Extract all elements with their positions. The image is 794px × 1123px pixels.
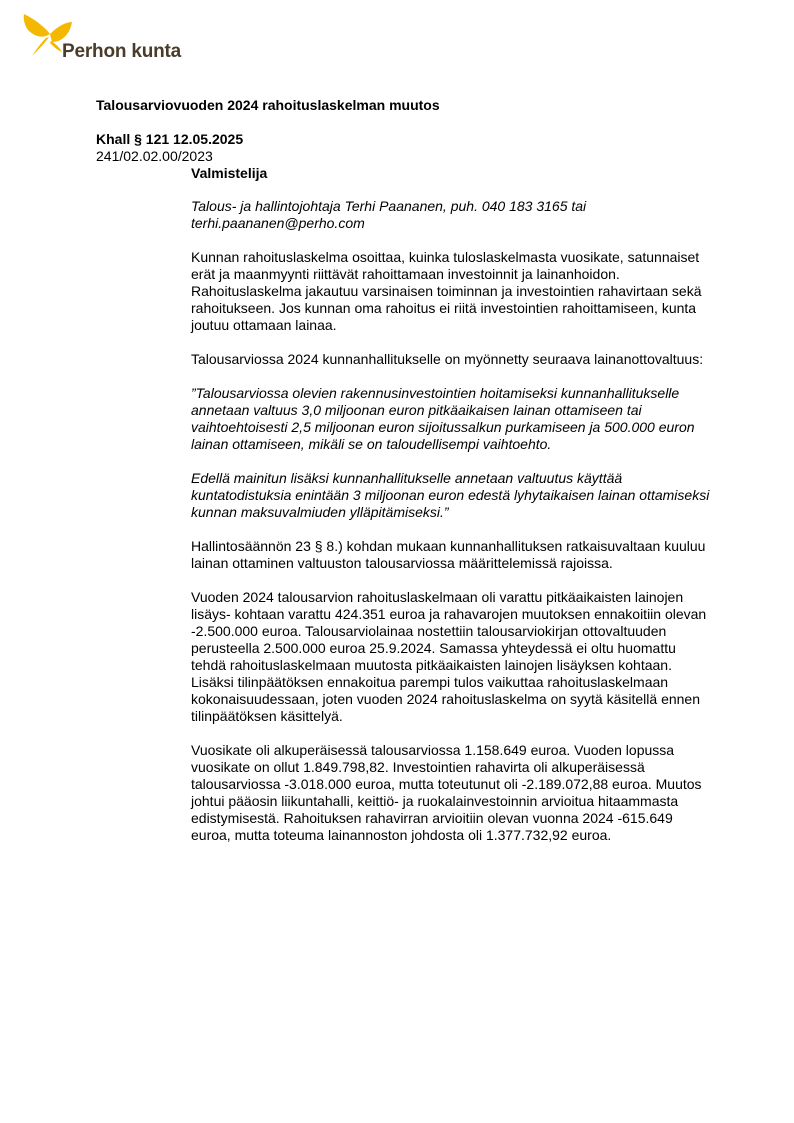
- quote-paragraph: Edellä mainitun lisäksi kunnanhallitukselle annetaan valtuutus käyttää kuntatodistuksia enintään 3 miljoonan euron edestä lyhytaikaisen lainan ottamiseksi kunnan maksuvalmiuden ylläpitämiseksi.”: [191, 470, 710, 520]
- quote-paragraph: ”Talousarviossa olevien rakennusinvestointien hoitamiseksi kunnanhallitukselle annetaan valtuus 3,0 miljoonan euron pitkäaikaisen lainan ottamiseen tai vaihtoehtoisesti 2,5 miljoonan euron sijoitussalkun purkamiseen ja 500.000 euron lainan ottamiseen, mikäli se on taloudellisempi vaihtoehto.: [191, 385, 695, 452]
- section-label: Valmistelija: [191, 165, 268, 181]
- body-paragraph: Hallintosäännön 23 § 8.) kohdan mukaan kunnanhallituksen ratkaisuvaltaan kuuluu lainan ottaminen valtuuston talousarviossa määrittelemissä rajoissa.: [191, 538, 706, 571]
- meeting-reference: Khall § 121 12.05.2025: [96, 131, 244, 147]
- document-title: Talousarviovuoden 2024 rahoituslaskelman muutos: [96, 97, 440, 113]
- preparer-contact: Talous- ja hallintojohtaja Terhi Paananen, puh. 040 183 3165 tai terhi.paananen@perho.com: [191, 198, 587, 231]
- document-body: [191, 165, 711, 861]
- body-paragraph: Talousarviossa 2024 kunnanhallitukselle on myönnetty seuraava lainanottovaltuus:: [191, 351, 704, 367]
- body-paragraph: Vuosikate oli alkuperäisessä talousarviossa 1.158.649 euroa. Vuoden lopussa vuosikate on ollut 1.849.798,82. Investointien rahavirta oli alkuperäisessä talousarviossa -3.018.000 euroa, mutta toteutunut oli -2.189.072,88 euroa. Muutos johtui pääosin liikuntahalli, keittiö- ja ruokalainvestoinnin arvioitua hitaammasta edistymisestä. Rahoituksen rahavirran arvioitiin olevan vuonna 2024 -615.649 euroa, mutta toteuma lainannoston johdosta oli 1.377.732,92 euroa.: [191, 742, 702, 843]
- document-number: 241/02.02.00/2023: [96, 148, 213, 164]
- organization-logo: [22, 12, 202, 62]
- body-paragraph: Kunnan rahoituslaskelma osoittaa, kuinka tuloslaskelmasta vuosikate, satunnaiset erät ja maanmyynti riittävät rahoittamaan investoinnit ja lainanhoidon. Rahoituslaskelma jakautuu varsinaisen toiminnan ja investointien rahavirtaan sekä rahoitukseen. Jos kunnan oma rahoitus ei riitä investointien rahoittamiseen, kunta joutuu ottamaan lainaa.: [191, 249, 702, 333]
- body-paragraph: Vuoden 2024 talousarvion rahoituslaskelmaan oli varattu pitkäaikaisten lainojen lisäys- kohtaan varattu 424.351 euroa ja rahavarojen muutoksen ennakoitiin olevan -2.500.000 euroa. Talousarviolainaa nostettiin talousarviokirjan ottovaltuuden perusteella 2.500.000 euroa 25.9.2024. Samassa yhteydessä ei oltu huomattu tehdä rahoituslaskelmaan muutosta pitkäaikaisten lainojen lisäyksen kohtaan. Lisäksi tilinpäätöksen ennakoitua parempi tulos vaikuttaa rahoituslaskelmaan kokonaisuudessaan, joten vuoden 2024 rahoituslaskelma on syytä käsitellä ennen tilinpäätöksen käsittelyä.: [191, 589, 707, 724]
- organization-name: Perhon kunta: [62, 41, 182, 62]
